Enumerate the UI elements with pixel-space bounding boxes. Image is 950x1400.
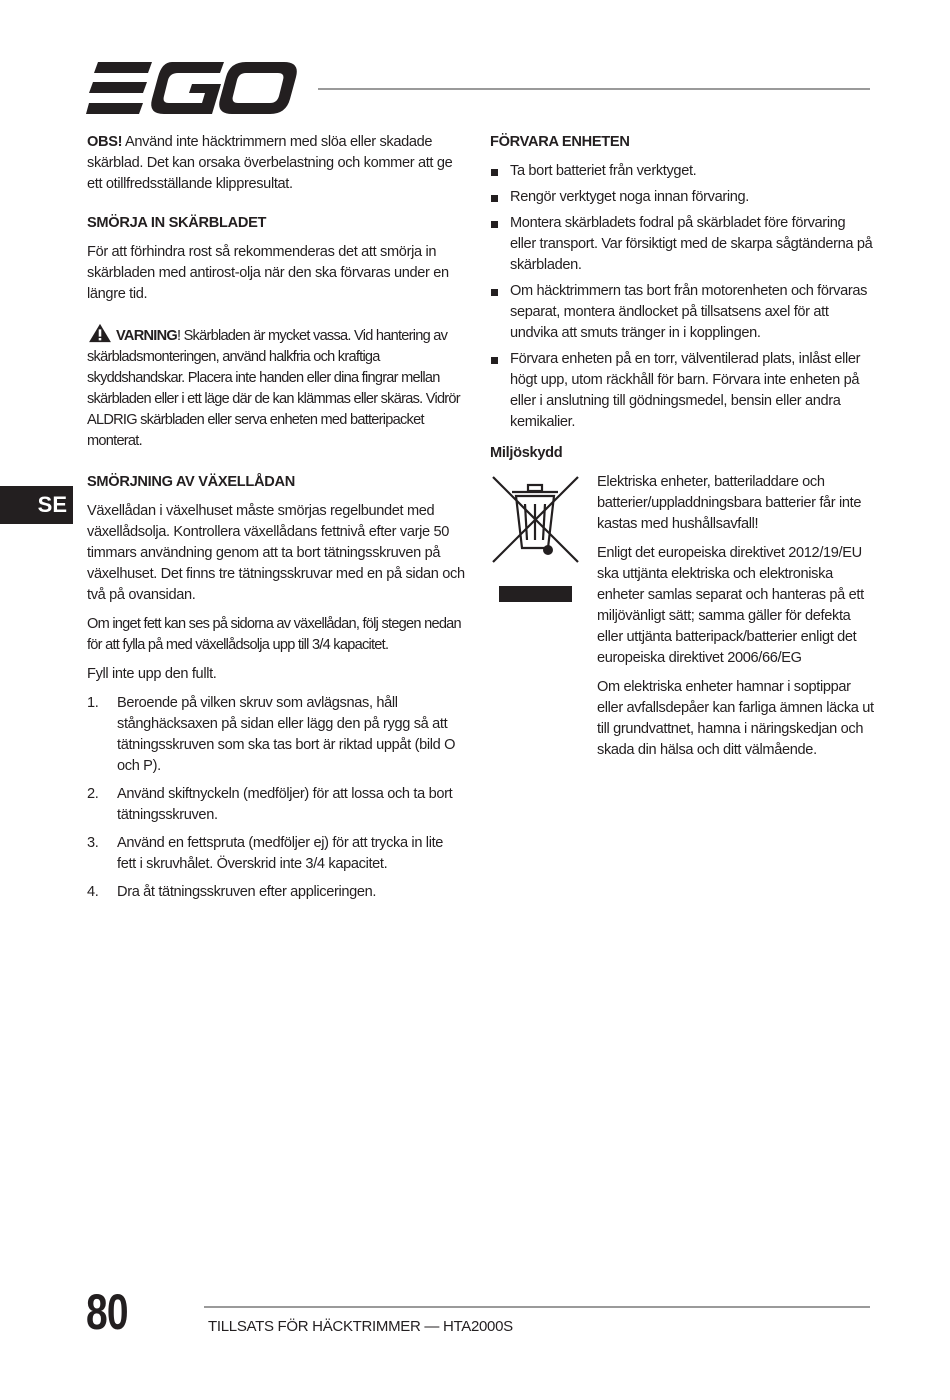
bullet-text: Rengör verktyget noga innan förvaring. xyxy=(510,189,749,205)
ego-logo xyxy=(86,62,298,114)
para-gearbox-2: Om inget fett kan ses på sidorna av växellådan, följ stegen nedan för att fylla på med växellådsolja upp till 3/4 kapacitet. xyxy=(87,616,461,653)
list-item xyxy=(87,693,465,777)
warning-label: VARNING xyxy=(116,328,177,344)
list-item xyxy=(87,784,465,826)
step-text: Använd en fettspruta (medföljer ej) för att trycka in lite fett i skruvhålet. Överskrid inte 3/4 kapacitet. xyxy=(117,835,444,872)
bullet-text: Ta bort batteriet från verktyget. xyxy=(510,163,697,179)
environment-section xyxy=(490,472,874,761)
storage-list xyxy=(490,161,874,433)
bullet-square-icon xyxy=(491,195,498,202)
right-column xyxy=(490,132,874,769)
crossed-out-wheelie-bin-icon xyxy=(490,474,582,604)
bullet-square-icon xyxy=(491,357,498,364)
list-item xyxy=(490,187,874,208)
para-lubricate-blades: För att förhindra rost så rekommenderas det att smörja in skärbladen med antirost-olja när den ska förvaras under en längre tid. xyxy=(87,244,449,302)
step-number: 1. xyxy=(87,695,99,711)
step-number: 3. xyxy=(87,835,99,851)
env-para: Enligt det europeiska direktivet 2012/19/EU ska uttjänta elektriska och elektroniska enheter samlas separat och hanteras på ett miljövänligt sätt; samma gäller för defekta eller uttjänta batteripack/batterier enligt det europeiska direktivet 2006/66/EG xyxy=(597,545,864,666)
obs-text: Använd inte häcktrimmern med slöa eller skadade skärblad. Det kan orsaka överbelastning och kommer att ge ett otillfredsställande klippresultat. xyxy=(87,134,453,192)
bullet-square-icon xyxy=(491,169,498,176)
step-text: Beroende på vilken skruv som avlägsnas, håll stånghäcksaxen på sidan eller lägg den på rygg så att tätningsskruven som ska tas bort är riktad uppåt (bild O och P). xyxy=(117,695,456,774)
left-column xyxy=(87,132,465,910)
obs-label: OBS! xyxy=(87,134,123,150)
environment-text xyxy=(597,472,874,761)
para-gearbox-1: Växellådan i växelhuset måste smörjas regelbundet med växellådsolja. Kontrollera växellådans fettnivå efter varje 50 timmars användning genom att ta bort tätningsskruven på växelhuset. Det finns tre tätningsskruvar med en på sidan och två på ovansidan. xyxy=(87,503,465,603)
language-tab: SE xyxy=(0,486,73,524)
bullet-square-icon xyxy=(491,221,498,228)
obs-note xyxy=(87,132,465,195)
step-text: Använd skiftnyckeln (medföljer) för att lossa och ta bort tätningsskruven. xyxy=(117,786,453,823)
warning-triangle-icon xyxy=(87,323,113,343)
list-item xyxy=(490,281,874,344)
warning-text: ! Skärbladen är mycket vassa. Vid hantering av skärbladsmonteringen, använd halkfria och kraftiga skyddshandskar. Placera inte handen eller dina fingrar mellan skärbladen eller i ett läge där de kan klämmas eller skäras. Vidrör ALDRIG skärbladen eller serva enheten med batteripacket monterat. xyxy=(87,328,460,449)
heading-gearbox: SMÖRJNING AV VÄXELLÅDAN xyxy=(87,474,295,490)
bullet-text: Montera skärbladets fodral på skärbladet före förvaring eller transport. Var försiktigt med de skarpa sågtänderna på skärbladen. xyxy=(510,215,873,273)
env-para: Om elektriska enheter hamnar i soptippar eller avfallsdepåer kan farliga ämnen läcka ut till grundvattnet, hamna i näringskedjan och skada din hälsa och ditt välmående. xyxy=(597,679,874,758)
list-item xyxy=(490,213,874,276)
list-item xyxy=(87,833,465,875)
header-rule xyxy=(318,88,870,90)
heading-lubricate-blades: SMÖRJA IN SKÄRBLADET xyxy=(87,215,267,231)
footer-title: TILLSATS FÖR HÄCKTRIMMER — HTA2000S xyxy=(208,1318,513,1335)
list-item xyxy=(490,349,874,433)
step-number: 4. xyxy=(87,884,99,900)
heading-storage: FÖRVARA ENHETEN xyxy=(490,134,630,150)
heading-environment: Miljöskydd xyxy=(490,445,563,461)
list-item xyxy=(87,882,465,903)
env-para: Elektriska enheter, batteriladdare och batterier/uppladdningsbara batterier får inte kastas med hushållsavfall! xyxy=(597,474,862,532)
bullet-square-icon xyxy=(491,289,498,296)
step-text: Dra åt tätningsskruven efter appliceringen. xyxy=(117,884,377,900)
page-number: 80 xyxy=(86,1284,128,1340)
list-item xyxy=(490,161,874,182)
bullet-text: Förvara enheten på en torr, välventilerad plats, inlåst eller högt upp, utom räckhåll för barn. Förvara inte enheten på eller i anslutning till gödningsmedel, bensin eller andra kemikalier. xyxy=(510,351,861,430)
para-gearbox-3: Fyll inte upp den fullt. xyxy=(87,666,217,682)
step-number: 2. xyxy=(87,786,99,802)
gearbox-steps xyxy=(87,693,465,903)
footer-rule xyxy=(204,1306,870,1308)
warning-block xyxy=(87,323,465,452)
bullet-text: Om häcktrimmern tas bort från motorenheten och förvaras separat, montera ändlocket på tillsatsens axel för att undvika att smuts tränger in i kopplingen. xyxy=(510,283,868,341)
